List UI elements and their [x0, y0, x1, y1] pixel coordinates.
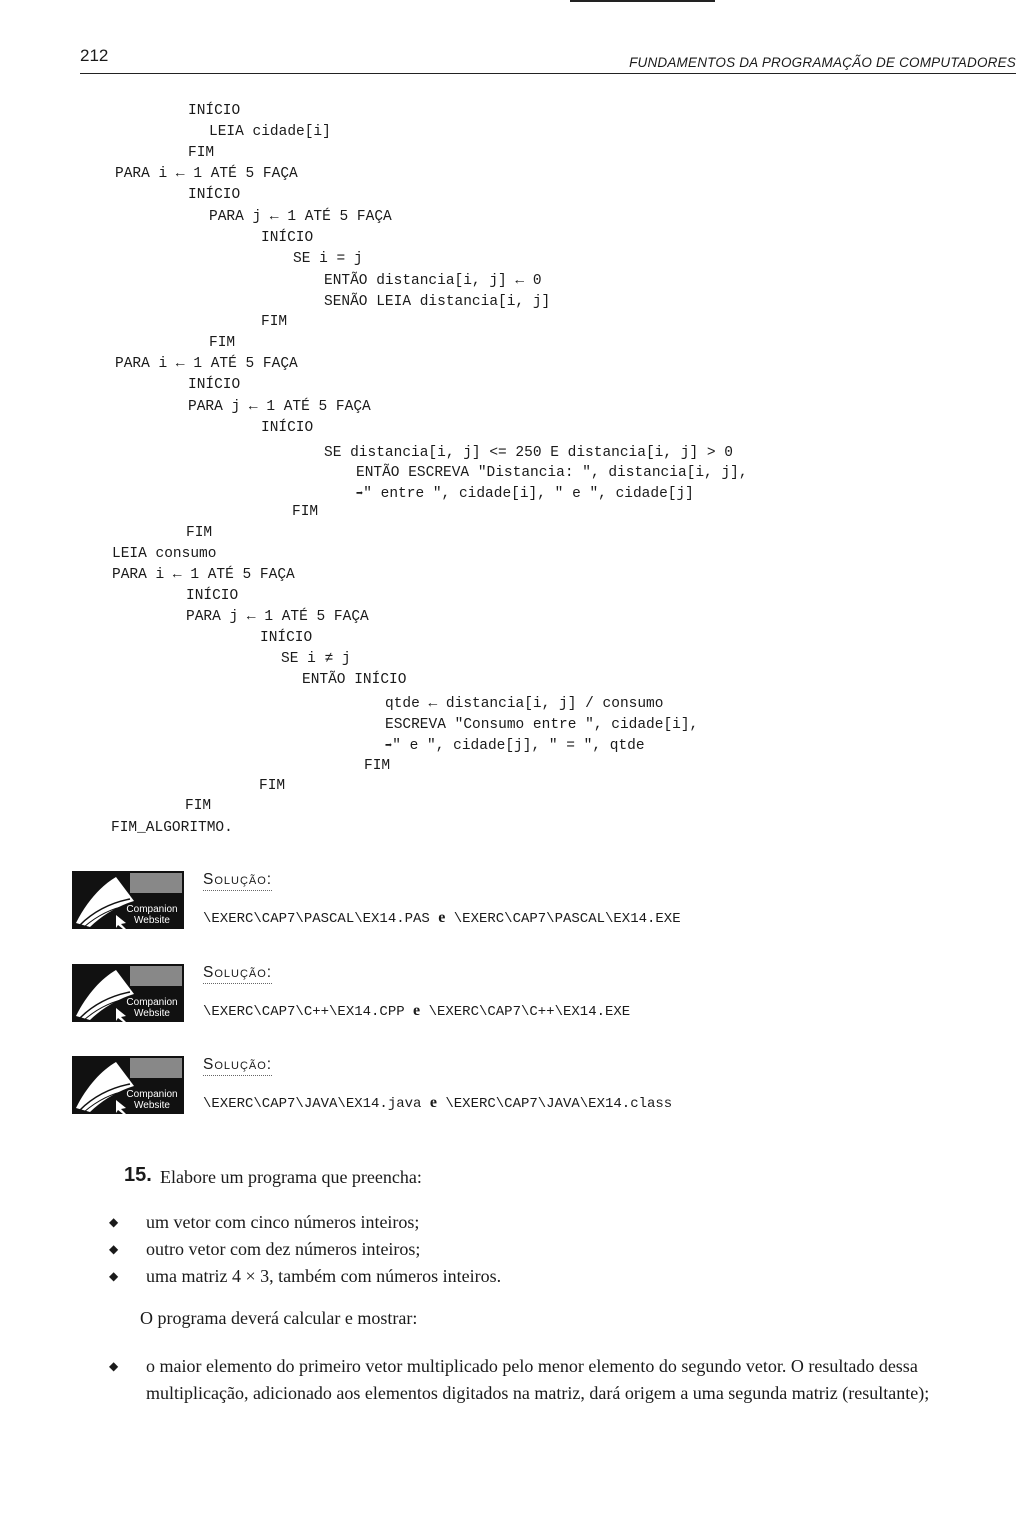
logo-line-1: Companion — [126, 1089, 178, 1100]
code-line: INÍCIO — [261, 230, 314, 246]
logo-line-1: Companion — [126, 904, 178, 915]
code-line-continuation — [356, 487, 694, 502]
code-line: ENTÃO distancia[i, j] ← 0 — [324, 273, 542, 289]
code-line: INÍCIO — [261, 420, 314, 436]
code-line: FIM — [364, 758, 391, 774]
companion-website-logo — [72, 871, 184, 929]
solution-label: Solução: — [203, 964, 272, 984]
list-item — [109, 1236, 421, 1263]
companion-website-logo — [72, 1056, 184, 1114]
solution-block — [72, 964, 972, 1024]
exercise-statement: Elabore um programa que preencha: — [160, 1167, 422, 1187]
code-line: FIM — [188, 145, 215, 161]
code-line: FIM_ALGORITMO. — [111, 820, 233, 836]
code-line: SENÃO LEIA distancia[i, j] — [324, 294, 551, 310]
conjunction: e — [438, 909, 446, 926]
logo-line-2: Website — [134, 915, 170, 926]
code-line: PARA i ← 1 ATÉ 5 FAÇA — [115, 356, 298, 372]
solution-block — [72, 871, 972, 931]
solution-label: Solução: — [203, 871, 272, 891]
header-rule — [80, 73, 1016, 74]
list-item-text: outro vetor com dez números inteiros; — [146, 1239, 421, 1259]
page-number: 212 — [80, 46, 109, 65]
running-header: FUNDAMENTOS DA PROGRAMAÇÃO DE COMPUTADORES — [629, 55, 1016, 70]
code-line: SE distancia[i, j] <= 250 E distancia[i, j] > 0 — [324, 445, 733, 461]
list-item-text: o maior elemento do primeiro vetor multiplicado pelo menor elemento do segundo vetor. O resultado dessa multiplicação, adicionado aos elementos digitados na matriz, dará origem a uma segunda matriz (resultante); — [146, 1356, 930, 1403]
file-path: \EXERC\CAP7\JAVA\EX14.java — [203, 1096, 422, 1112]
code-line: FIM — [209, 335, 236, 351]
file-path: \EXERC\CAP7\C++\EX14.EXE — [428, 1004, 631, 1020]
exercise-number: 15. — [124, 1164, 152, 1186]
diamond-bullet-icon: ◆ — [109, 1359, 119, 1373]
logo-line-2: Website — [134, 1008, 170, 1019]
code-line: SE i ≠ j — [281, 651, 351, 667]
code-line: FIM — [292, 504, 319, 520]
companion-website-logo — [72, 964, 184, 1022]
solution-paths — [203, 909, 681, 927]
paragraph: O programa deverá calcular e mostrar: — [140, 1308, 418, 1328]
code-line: PARA j ← 1 ATÉ 5 FAÇA — [209, 209, 392, 225]
continuation-arrow-icon: ➡ — [356, 487, 364, 501]
conjunction: e — [413, 1002, 421, 1019]
top-edge-line — [570, 0, 715, 2]
code-line: FIM — [186, 525, 213, 541]
solution-paths — [203, 1002, 630, 1020]
diamond-bullet-icon: ◆ — [109, 1242, 119, 1256]
code-line: FIM — [259, 778, 286, 794]
code-line: LEIA cidade[i] — [209, 124, 331, 140]
code-line: FIM — [261, 314, 288, 330]
code-line: " e ", cidade[j], " = ", qtde — [392, 738, 645, 754]
conjunction: e — [429, 1094, 437, 1111]
file-path: \EXERC\CAP7\C++\EX14.CPP — [203, 1004, 405, 1020]
list-item-text: uma matriz 4 × 3, também com números inteiros. — [146, 1266, 502, 1286]
code-line: INÍCIO — [188, 377, 241, 393]
solution-paths — [203, 1094, 672, 1112]
code-line: INÍCIO — [186, 588, 239, 604]
file-path: \EXERC\CAP7\PASCAL\EX14.PAS — [203, 911, 430, 927]
list-item — [109, 1353, 1016, 1407]
code-line: INÍCIO — [188, 103, 241, 119]
code-line: LEIA consumo — [112, 546, 217, 562]
code-line: PARA j ← 1 ATÉ 5 FAÇA — [188, 399, 371, 415]
code-line: INÍCIO — [188, 187, 241, 203]
list-item-text: um vetor com cinco números inteiros; — [146, 1212, 420, 1232]
code-line: ENTÃO ESCREVA "Distancia: ", distancia[i, j], — [356, 465, 748, 481]
code-line: PARA i ← 1 ATÉ 5 FAÇA — [115, 166, 298, 182]
logo-line-1: Companion — [126, 997, 178, 1008]
file-path: \EXERC\CAP7\JAVA\EX14.class — [445, 1096, 673, 1112]
diamond-bullet-icon: ◆ — [109, 1269, 119, 1283]
list-item — [109, 1209, 420, 1236]
file-path: \EXERC\CAP7\PASCAL\EX14.EXE — [453, 911, 681, 927]
code-line-continuation — [385, 739, 645, 754]
solution-label: Solução: — [203, 1056, 272, 1076]
code-line: PARA i ← 1 ATÉ 5 FAÇA — [112, 567, 295, 583]
code-line: SE i = j — [293, 251, 363, 267]
code-line: ENTÃO INÍCIO — [302, 672, 407, 688]
solution-block — [72, 1056, 972, 1116]
logo-line-2: Website — [134, 1100, 170, 1111]
list-item — [109, 1263, 502, 1290]
code-line: PARA j ← 1 ATÉ 5 FAÇA — [186, 609, 369, 625]
code-line: " entre ", cidade[i], " e ", cidade[j] — [363, 486, 694, 502]
code-line: qtde ← distancia[i, j] / consumo — [385, 696, 664, 712]
code-line: ESCREVA "Consumo entre ", cidade[i], — [385, 717, 699, 733]
continuation-arrow-icon: ➡ — [385, 739, 393, 753]
diamond-bullet-icon: ◆ — [109, 1215, 119, 1229]
code-line: FIM — [185, 798, 212, 814]
code-line: INÍCIO — [260, 630, 313, 646]
